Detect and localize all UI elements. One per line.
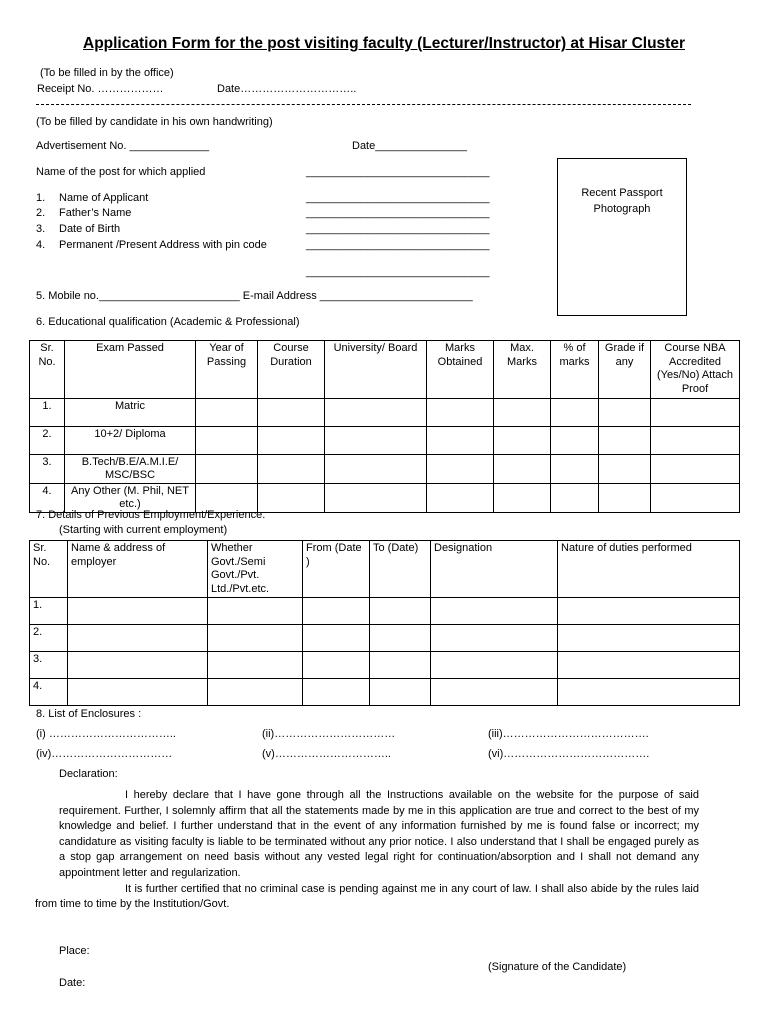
address-field[interactable]: ______________________________ <box>306 239 490 251</box>
exam-name: B.Tech/B.E/A.M.I.E/ MSC/BSC <box>65 455 196 484</box>
table-row <box>30 598 740 625</box>
column-header: Max. Marks <box>494 341 551 399</box>
office-heading: (To be filled in by the office) <box>40 67 174 79</box>
table-cell[interactable] <box>370 598 431 625</box>
table-cell[interactable] <box>558 625 740 652</box>
table-cell[interactable] <box>196 455 258 484</box>
education-heading: 6. Educational qualification (Academic & Professional) <box>36 316 300 328</box>
column-header: Year of Passing <box>196 341 258 399</box>
table-cell[interactable] <box>551 427 599 455</box>
table-cell[interactable] <box>494 455 551 484</box>
employment-heading: 7. Details of Previous Employment/Experience. <box>36 509 266 521</box>
table-row <box>30 427 740 455</box>
declaration-text <box>35 788 699 913</box>
column-header: Sr. No. <box>30 541 68 598</box>
mobile-email-line[interactable]: 5. Mobile no._______________________ E-mail Address _________________________ <box>36 290 473 302</box>
enclosures-heading: 8. List of Enclosures : <box>36 708 142 720</box>
table-cell[interactable] <box>68 652 208 679</box>
table-row <box>30 455 740 484</box>
row-number: 1. <box>30 598 68 625</box>
column-header: From (Date ) <box>303 541 370 598</box>
table-cell[interactable] <box>651 399 740 427</box>
post-applied-label: Name of the post for which applied <box>36 166 206 178</box>
exam-name: Matric <box>65 399 196 427</box>
table-cell[interactable] <box>208 625 303 652</box>
applicant-name-label: Name of Applicant <box>59 192 149 204</box>
office-date-field[interactable]: Date………………………….. <box>217 83 357 95</box>
field-number: 2. <box>36 207 46 219</box>
signature-label: (Signature of the Candidate) <box>488 961 627 973</box>
table-cell[interactable] <box>68 598 208 625</box>
table-cell[interactable] <box>258 455 325 484</box>
table-cell[interactable] <box>494 399 551 427</box>
table-cell[interactable] <box>427 427 494 455</box>
table-cell[interactable] <box>258 427 325 455</box>
table-cell[interactable] <box>303 598 370 625</box>
table-cell[interactable] <box>325 484 427 513</box>
declaration-paragraph: I hereby declare that I have gone through all the Instructions available on the website for the purpose of said requirement. Further, I solemnly affirm that all the statements made by me in this application are true and correct to the best of my knowledge and belief. I further understand that in the event of any information furnished by me is found false or incorrect; my candidature as visiting faculty is liable to be terminated without any prior notice. I also understand that I shall be engaged purely as a stop gap arrangement on need basis without any vested legal right for continuation/absorption and I shall not demand any appointment letter and regularization. <box>59 789 699 879</box>
row-number: 2. <box>30 427 65 455</box>
table-cell[interactable] <box>427 484 494 513</box>
address-label: Permanent /Present Address with pin code <box>59 239 267 251</box>
column-header: Course Duration <box>258 341 325 399</box>
employment-table <box>29 540 740 706</box>
table-cell[interactable] <box>431 625 558 652</box>
table-cell[interactable] <box>558 598 740 625</box>
table-cell[interactable] <box>599 455 651 484</box>
employment-subheading: (Starting with current employment) <box>59 524 228 536</box>
table-cell[interactable] <box>599 399 651 427</box>
table-cell[interactable] <box>258 399 325 427</box>
advertisement-date-field[interactable]: Date_______________ <box>352 140 468 152</box>
table-cell[interactable] <box>208 652 303 679</box>
column-header: Sr. No. <box>30 341 65 399</box>
table-cell[interactable] <box>494 484 551 513</box>
table-cell[interactable] <box>558 652 740 679</box>
education-table <box>29 340 740 513</box>
column-header: Marks Obtained <box>427 341 494 399</box>
advertisement-number-field[interactable]: Advertisement No. _____________ <box>36 140 210 152</box>
table-cell[interactable] <box>303 679 370 706</box>
table-cell[interactable] <box>325 455 427 484</box>
enclosure-field[interactable]: (v)………………………….. <box>262 748 391 760</box>
photo-label: Photograph <box>593 203 651 215</box>
applicant-name-field[interactable]: ______________________________ <box>306 192 490 204</box>
table-cell[interactable] <box>68 625 208 652</box>
separator-line <box>36 104 691 105</box>
table-cell[interactable] <box>258 484 325 513</box>
table-cell[interactable] <box>303 625 370 652</box>
passport-photo-box <box>557 158 687 316</box>
declaration-paragraph: It is further certified that no criminal case is pending against me in any court of law. I shall also abide by the rules laid from time to time by the Institution/Govt. <box>35 882 699 911</box>
exam-name: Any Other (M. Phil, NET etc.) <box>65 484 196 513</box>
column-header: Grade if any <box>599 341 651 399</box>
column-header: Exam Passed <box>65 341 196 399</box>
table-cell[interactable] <box>370 625 431 652</box>
table-cell[interactable] <box>196 427 258 455</box>
field-number: 3. <box>36 223 46 235</box>
table-cell[interactable] <box>431 598 558 625</box>
table-cell[interactable] <box>558 679 740 706</box>
enclosure-field[interactable]: (ii)…………………………… <box>262 728 396 740</box>
date-of-birth-label: Date of Birth <box>59 223 121 235</box>
column-header: University/ Board <box>325 341 427 399</box>
table-cell[interactable] <box>494 427 551 455</box>
photo-label: Recent Passport <box>581 187 663 199</box>
table-cell[interactable] <box>325 427 427 455</box>
column-header: % of marks <box>551 341 599 399</box>
place-label[interactable]: Place: <box>59 945 90 957</box>
table-cell[interactable] <box>551 455 599 484</box>
candidate-heading: (To be filled by candidate in his own handwriting) <box>36 116 273 128</box>
date-label[interactable]: Date: <box>59 977 86 989</box>
table-cell[interactable] <box>208 598 303 625</box>
table-cell[interactable] <box>651 484 740 513</box>
table-cell[interactable] <box>551 399 599 427</box>
exam-name: 10+2/ Diploma <box>65 427 196 455</box>
table-cell[interactable] <box>196 399 258 427</box>
table-cell[interactable] <box>551 484 599 513</box>
enclosure-field[interactable]: (vi)…………………………………. <box>488 748 650 760</box>
field-number: 4. <box>36 239 46 251</box>
table-cell[interactable] <box>68 679 208 706</box>
field-number: 1. <box>36 192 46 204</box>
declaration-heading: Declaration: <box>59 768 118 780</box>
row-number: 4. <box>30 679 68 706</box>
table-cell[interactable] <box>208 679 303 706</box>
table-cell[interactable] <box>303 652 370 679</box>
row-number: 3. <box>30 455 65 484</box>
address-field-line2[interactable]: ______________________________ <box>306 266 490 278</box>
column-header: Nature of duties performed <box>558 541 740 598</box>
father-name-label: Father’s Name <box>59 207 132 219</box>
table-cell[interactable] <box>651 427 740 455</box>
row-number: 1. <box>30 399 65 427</box>
table-row <box>30 652 740 679</box>
table-cell[interactable] <box>431 652 558 679</box>
table-cell[interactable] <box>427 455 494 484</box>
table-cell[interactable] <box>325 399 427 427</box>
table-row <box>30 399 740 427</box>
row-number: 4. <box>30 484 65 513</box>
column-header: Name & address of employer <box>68 541 208 598</box>
column-header: Designation <box>431 541 558 598</box>
enclosure-field[interactable]: (iii)…………………………………. <box>488 728 649 740</box>
father-name-field[interactable]: ______________________________ <box>306 207 490 219</box>
table-cell[interactable] <box>427 399 494 427</box>
table-cell[interactable] <box>651 455 740 484</box>
table-cell[interactable] <box>370 679 431 706</box>
column-header: To (Date) <box>370 541 431 598</box>
receipt-number-field[interactable]: Receipt No. ……………… <box>37 83 164 95</box>
table-cell[interactable] <box>370 652 431 679</box>
enclosure-field[interactable]: (i) …………………………….. <box>36 728 176 740</box>
table-cell[interactable] <box>599 427 651 455</box>
table-cell[interactable] <box>431 679 558 706</box>
column-header: Whether Govt./Semi Govt./Pvt. Ltd./Pvt.etc. <box>208 541 303 598</box>
page-title: Application Form for the post visiting faculty (Lecturer/Instructor) at Hisar Cluster <box>83 35 685 52</box>
date-of-birth-field[interactable]: ______________________________ <box>306 223 490 235</box>
row-number: 3. <box>30 652 68 679</box>
enclosure-field[interactable]: (iv)…………………………… <box>36 748 173 760</box>
table-row <box>30 625 740 652</box>
table-cell[interactable] <box>599 484 651 513</box>
table-row <box>30 679 740 706</box>
row-number: 2. <box>30 625 68 652</box>
post-applied-field[interactable]: ______________________________ <box>306 166 490 178</box>
column-header: Course NBA Accredited (Yes/No) Attach Proof <box>651 341 740 399</box>
